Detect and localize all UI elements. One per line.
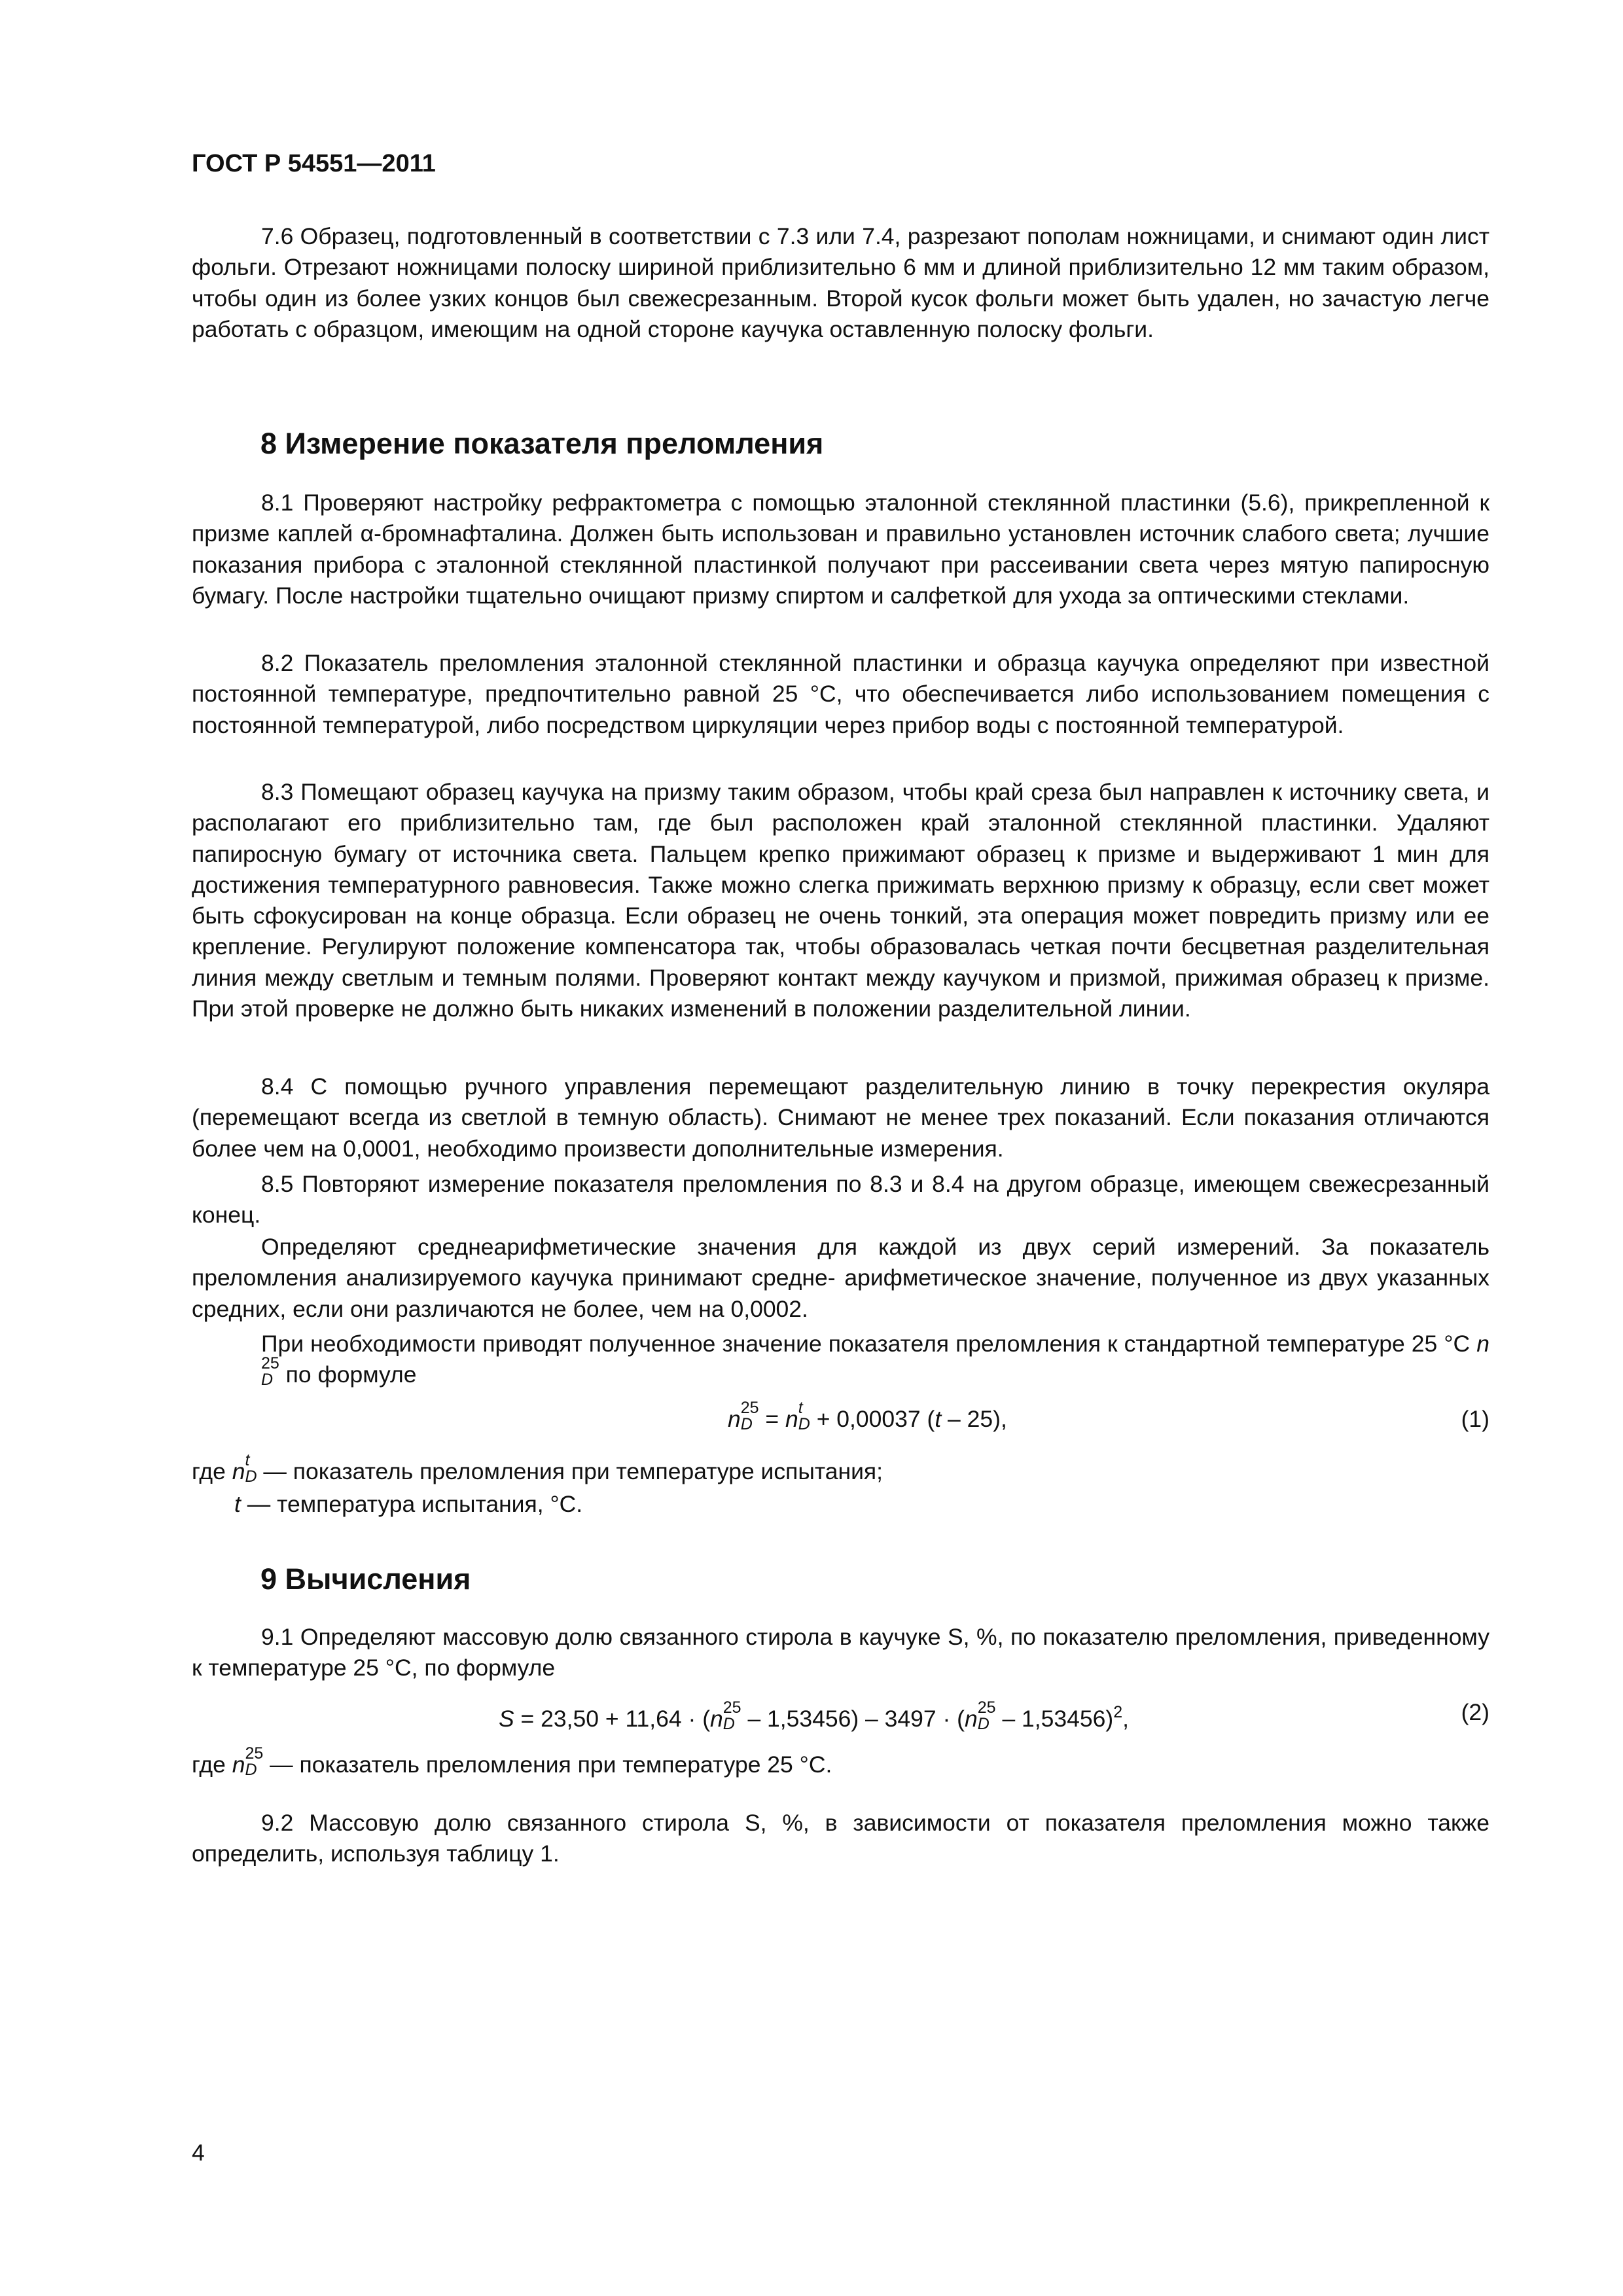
section-heading-8: 8 Измерение показателя преломления <box>260 427 824 460</box>
paragraph-7-6: 7.6 Образец, подготовленный в соответствии с 7.3 или 7.4, разрезают пополам ножницами, и снимают один лист фольги. Отрезают ножницами полоску шириной приблизительно 6 мм и длиной приблизительно 12 мм таким образом, чтобы один из более узких концов был свежесрезанным. Второй кусок фольги может быть удален, но зачастую легче работать с образцом, имеющим на одной стороне каучука оставленную полоску фольги. <box>192 223 1489 342</box>
paragraph-8-3: 8.3 Помещают образец каучука на призму таким образом, чтобы край среза был направлен к источнику света, и располагают его приблизительно там, где был расположен край эталонной стеклянной пластинки. Удаляют папиросную бумагу от источника света. Пальцем крепко прижимают образец к призме и выдерживают 1 мин для достижения температурного равновесия. Также можно слегка прижимать верхнюю призму к образцу, если свет может быть сфокусирован на конце образца. Если образец не очень тонкий, эта операция может повредить призму или ее крепление. Регулируют положение компенсатора так, чтобы образовалась четкая почти бесцветная разделительная линия между светлым и темным полями. Проверяют контакт между каучуком и призмой, прижимая образец к призме. При этой проверке не должно быть никаких изменений в положении разделительной линии. <box>192 779 1489 1022</box>
paragraph-9-1: 9.1 Определяют массовую долю связанного стирола в каучуке S, %, по показателю преломления, приведенному к температуре 25 °С, по формуле <box>192 1624 1489 1681</box>
formula-1-number: (1) <box>1461 1406 1489 1432</box>
formula-2-number: (2) <box>1461 1699 1489 1725</box>
where-clause-1-t: t — температура испытания, °С. <box>234 1491 583 1517</box>
paragraph-conversion: При необходимости приводят полученное значение показателя преломления к стандартной температуре 25 °С n 25 D по формуле <box>261 1331 1489 1389</box>
paragraph-8-4: 8.4 С помощью ручного управления перемещают разделительную линию в точку перекрестия окуляра (перемещают всегда из светлой в темную область). Снимают не менее трех показаний. Если показания отличаются более чем на 0,0001, необходимо произвести дополнительные измерения. <box>192 1073 1489 1162</box>
section-heading-9: 9 Вычисления <box>260 1562 471 1596</box>
formula-1: n 25 D = n t D + 0,00037 (t – 25), <box>728 1398 1007 1433</box>
paragraph-8-1: 8.1 Проверяют настройку рефрактометра с помощью эталонной стеклянной пластинки (5.6), прикрепленной к призме каплей α-бромнафталина. Должен быть использован и правильно установлен источник слабого света; лучшие показания прибора с эталонной стеклянной пластинкой получают при рассеивании света через мятую папиросную бумагу. После настройки тщательно очищают призму спиртом и салфеткой для ухода за оптическими стеклами. <box>192 490 1489 609</box>
formula-2: S = 23,50 + 11,64 · (n 25 D – 1,53456) – 3497 · (n 25 D – 1,53456)$^2$, <box>499 1698 1129 1733</box>
paragraph-9-2: 9.2 Массовую долю связанного стирола S, %, в зависимости от показателя преломления можно также определить, используя таблицу 1. <box>192 1810 1489 1867</box>
paragraph-8-2: 8.2 Показатель преломления эталонной стеклянной пластинки и образца каучука определяют при известной постоянной температуре, предпочтительно равной 25 °С, что обеспечивается либо использованием помещения с постоянной температурой, либо посредством циркуляции через прибор воды с постоянной температурой. <box>192 650 1489 738</box>
page-number: 4 <box>192 2140 205 2166</box>
where-clause-2: где n 25 D — показатель преломления при температуре 25 °С. <box>192 1744 832 1779</box>
where-clause-1: где n t D — показатель преломления при температуре испытания; <box>192 1450 883 1486</box>
document-code: ГОСТ Р 54551—2011 <box>192 150 436 177</box>
paragraph-8-5: 8.5 Повторяют измерение показателя преломления по 8.3 и 8.4 на другом образце, имеющем свежесрезанный конец. <box>192 1171 1489 1229</box>
paragraph-averages: Определяют среднеарифметические значения для каждой из двух серий измерений. За показатель преломления анализируемого каучука принимают средне- арифметическое значение, полученное из двух указанных средних, если они различаются не более, чем на 0,0002. <box>192 1234 1489 1322</box>
